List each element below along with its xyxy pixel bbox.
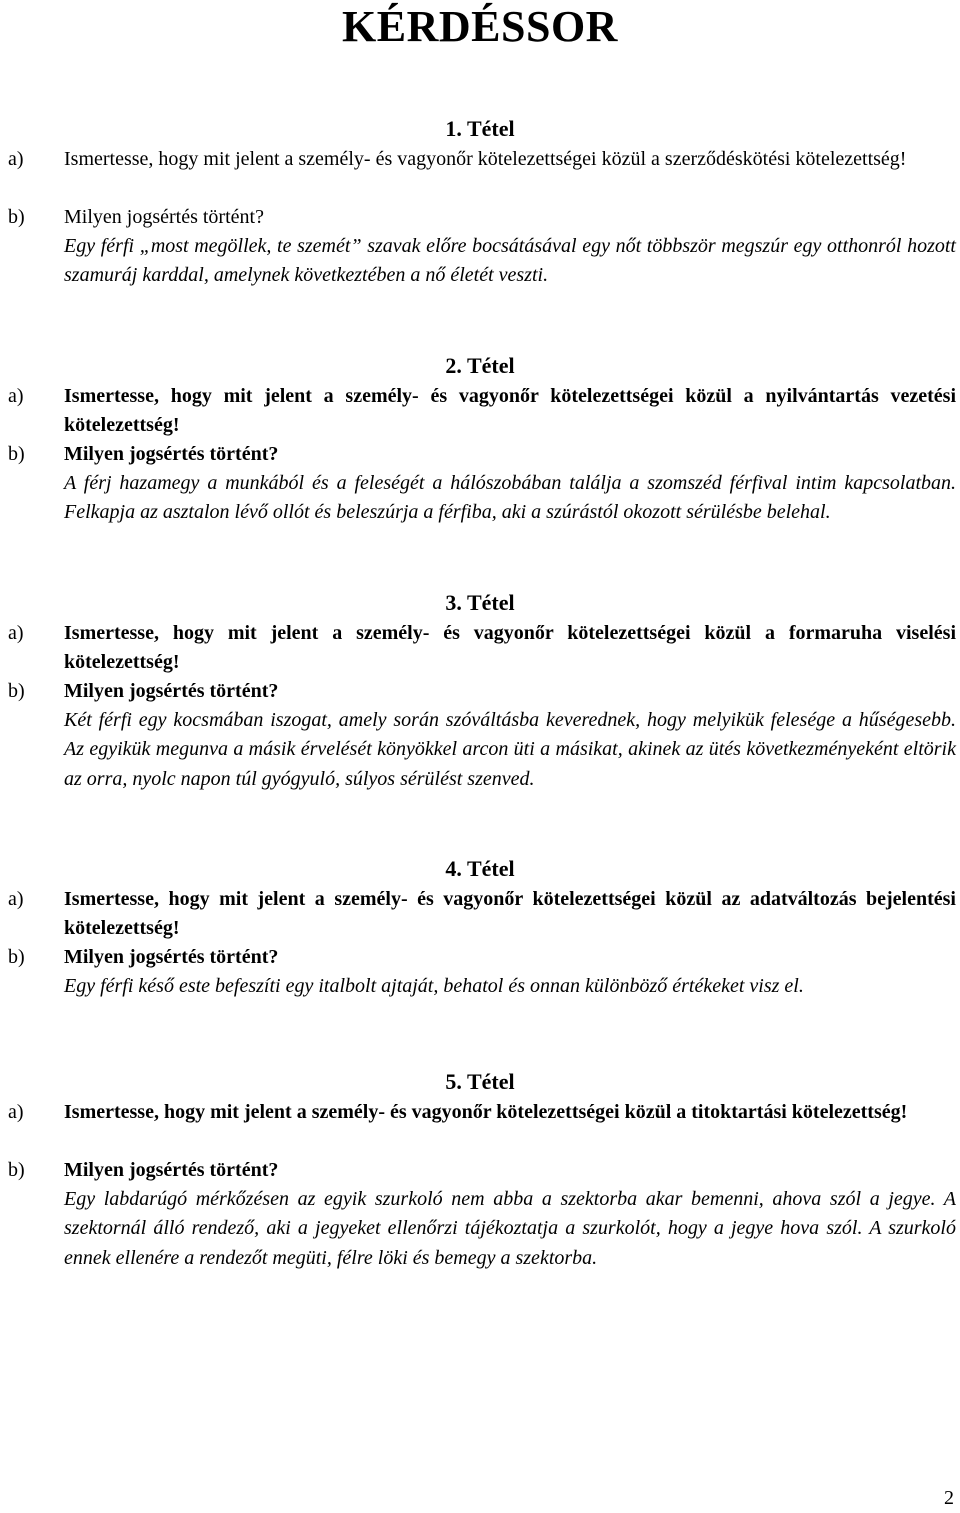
question-marker: a): [8, 622, 24, 644]
item-heading: 2. Tétel: [445, 353, 515, 378]
question-a: [8, 885, 956, 944]
question-marker: a): [8, 385, 24, 407]
item-heading: 3. Tétel: [445, 590, 515, 615]
case-scenario: Egy labdarúgó mérkőzésen az egyik szurkoló nem abba a szektorba akar bemenni, ahova szól a jegye. A szektornál álló rendező, aki a jegyeket ellenőrzi tájékoztatja a szurkolót, hogy a jegye hova szól. A szurkoló ennek ellenére a rendezőt megüti, félre löki és bemegy a szektorba.: [64, 1188, 956, 1269]
question-marker: a): [8, 888, 24, 910]
item-heading: 4. Tétel: [445, 856, 515, 881]
question-b: [8, 677, 956, 706]
question-marker: b): [8, 443, 25, 465]
case-scenario: A férj hazamegy a munkából és a feleségét a hálószobában találja a szomszéd férfival intim kapcsolatban. Felkapja az asztalon lévő ollót és beleszúrja a férfiba, aki a szúrástól okozott sérülésbe belehal.: [64, 472, 956, 524]
case-scenario: Két férfi egy kocsmában iszogat, amely során szóváltásba keverednek, hogy melyikük felesége a hűségesebb. Az egyikük megunva a másik érvelését könyökkel arcon üti a másikat, akinek az ütés következményeként eltörik az orra, nyolc napon túl gyógyuló, súlyos sérülést szenved.: [64, 709, 956, 790]
question-text: Ismertesse, hogy mit jelent a személy- és vagyonőr kötelezettségei közül a szerződéskötési kötelezettség!: [64, 148, 907, 170]
question-marker: b): [8, 1159, 25, 1181]
question-text: Ismertesse, hogy mit jelent a személy- és vagyonőr kötelezettségei közül a nyilvántartás vezetési kötelezettség!: [64, 385, 956, 437]
question-marker: b): [8, 680, 25, 702]
question-b: [8, 1156, 956, 1185]
question-b: [8, 203, 956, 232]
question-text: Milyen jogsértés történt?: [64, 206, 264, 228]
question-a: [8, 145, 956, 174]
question-a: [8, 382, 956, 441]
case-scenario: Egy férfi késő este befeszíti egy italbolt ajtaját, behatol és onnan különböző értékeket visz el.: [64, 975, 804, 997]
question-marker: b): [8, 206, 25, 228]
item-heading: 1. Tétel: [445, 116, 515, 141]
question-b: [8, 440, 956, 469]
question-text: Ismertesse, hogy mit jelent a személy- és vagyonőr kötelezettségei közül az adatváltozás bejelentési kötelezettség!: [64, 888, 956, 940]
question-marker: a): [8, 148, 24, 170]
question-text: Milyen jogsértés történt?: [64, 680, 279, 702]
question-text: Ismertesse, hogy mit jelent a személy- és vagyonőr kötelezettségei közül a titoktartási kötelezettség!: [64, 1101, 908, 1123]
question-b: [8, 943, 956, 972]
question-text: Ismertesse, hogy mit jelent a személy- és vagyonőr kötelezettségei közül a formaruha viselési kötelezettség!: [64, 622, 956, 674]
question-text: Milyen jogsértés történt?: [64, 1159, 279, 1181]
document-title: KÉRDÉSSOR: [342, 2, 618, 51]
question-a: [8, 1098, 956, 1127]
question-text: Milyen jogsértés történt?: [64, 443, 279, 465]
page-number: 2: [944, 1487, 954, 1509]
question-marker: a): [8, 1101, 24, 1123]
case-scenario: Egy férfi „most megöllek, te szemét” szavak előre bocsátásával egy nőt többször megszúr egy otthonról hozott szamuráj karddal, amelynek következtében a nő életét veszti.: [64, 235, 956, 287]
question-text: Milyen jogsértés történt?: [64, 946, 279, 968]
item-heading: 5. Tétel: [445, 1069, 515, 1094]
question-a: [8, 619, 956, 678]
question-marker: b): [8, 946, 25, 968]
